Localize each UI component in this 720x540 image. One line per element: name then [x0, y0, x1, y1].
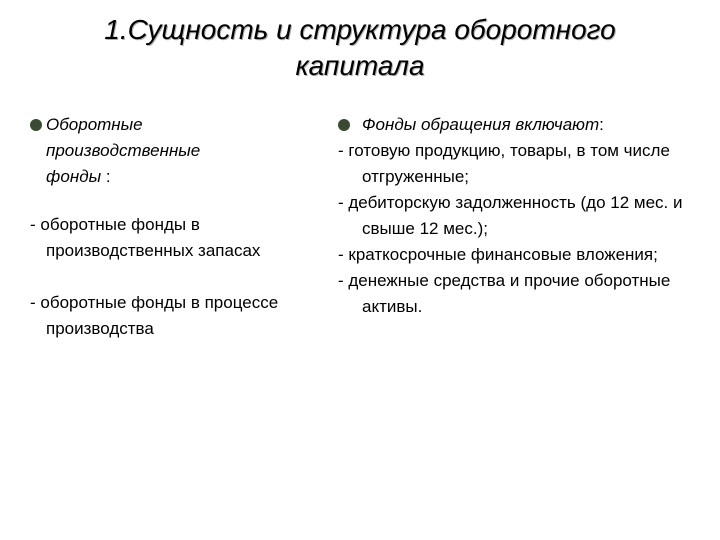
bullet-icon: [338, 119, 350, 131]
slide-title: [40, 12, 680, 84]
left-heading-line-1: Оборотные: [46, 115, 143, 134]
list-item: - краткосрочные финансовые вложения;: [338, 245, 658, 264]
list-item: - оборотные фонды в производственных запасах: [30, 215, 261, 260]
right-heading-text: Фонды обращения включают: [362, 115, 600, 134]
left-item-list: [30, 212, 330, 342]
left-heading: [30, 112, 330, 190]
right-heading-suffix: :: [599, 115, 604, 134]
right-heading: [338, 112, 698, 138]
list-item: - дебиторскую задолженность (до 12 мес. и свыше 12 мес.);: [338, 193, 683, 238]
list-item: - денежные средства и прочие оборотные активы.: [338, 271, 671, 316]
left-heading-suffix: :: [101, 167, 111, 186]
bullet-icon: [30, 119, 42, 131]
left-heading-line-2: производственные: [46, 141, 201, 160]
list-item: - готовую продукцию, товары, в том числе отгруженные;: [338, 141, 670, 186]
slide-title-line-1: 1.Сущность и структура оборотного: [104, 14, 616, 45]
left-heading-line-3: фонды: [46, 167, 102, 186]
right-column: [338, 112, 698, 320]
left-column: [30, 112, 330, 342]
right-item-list: [338, 138, 698, 320]
list-item: - оборотные фонды в процессе производства: [30, 293, 279, 338]
slide-title-line-2: капитала: [295, 50, 425, 81]
